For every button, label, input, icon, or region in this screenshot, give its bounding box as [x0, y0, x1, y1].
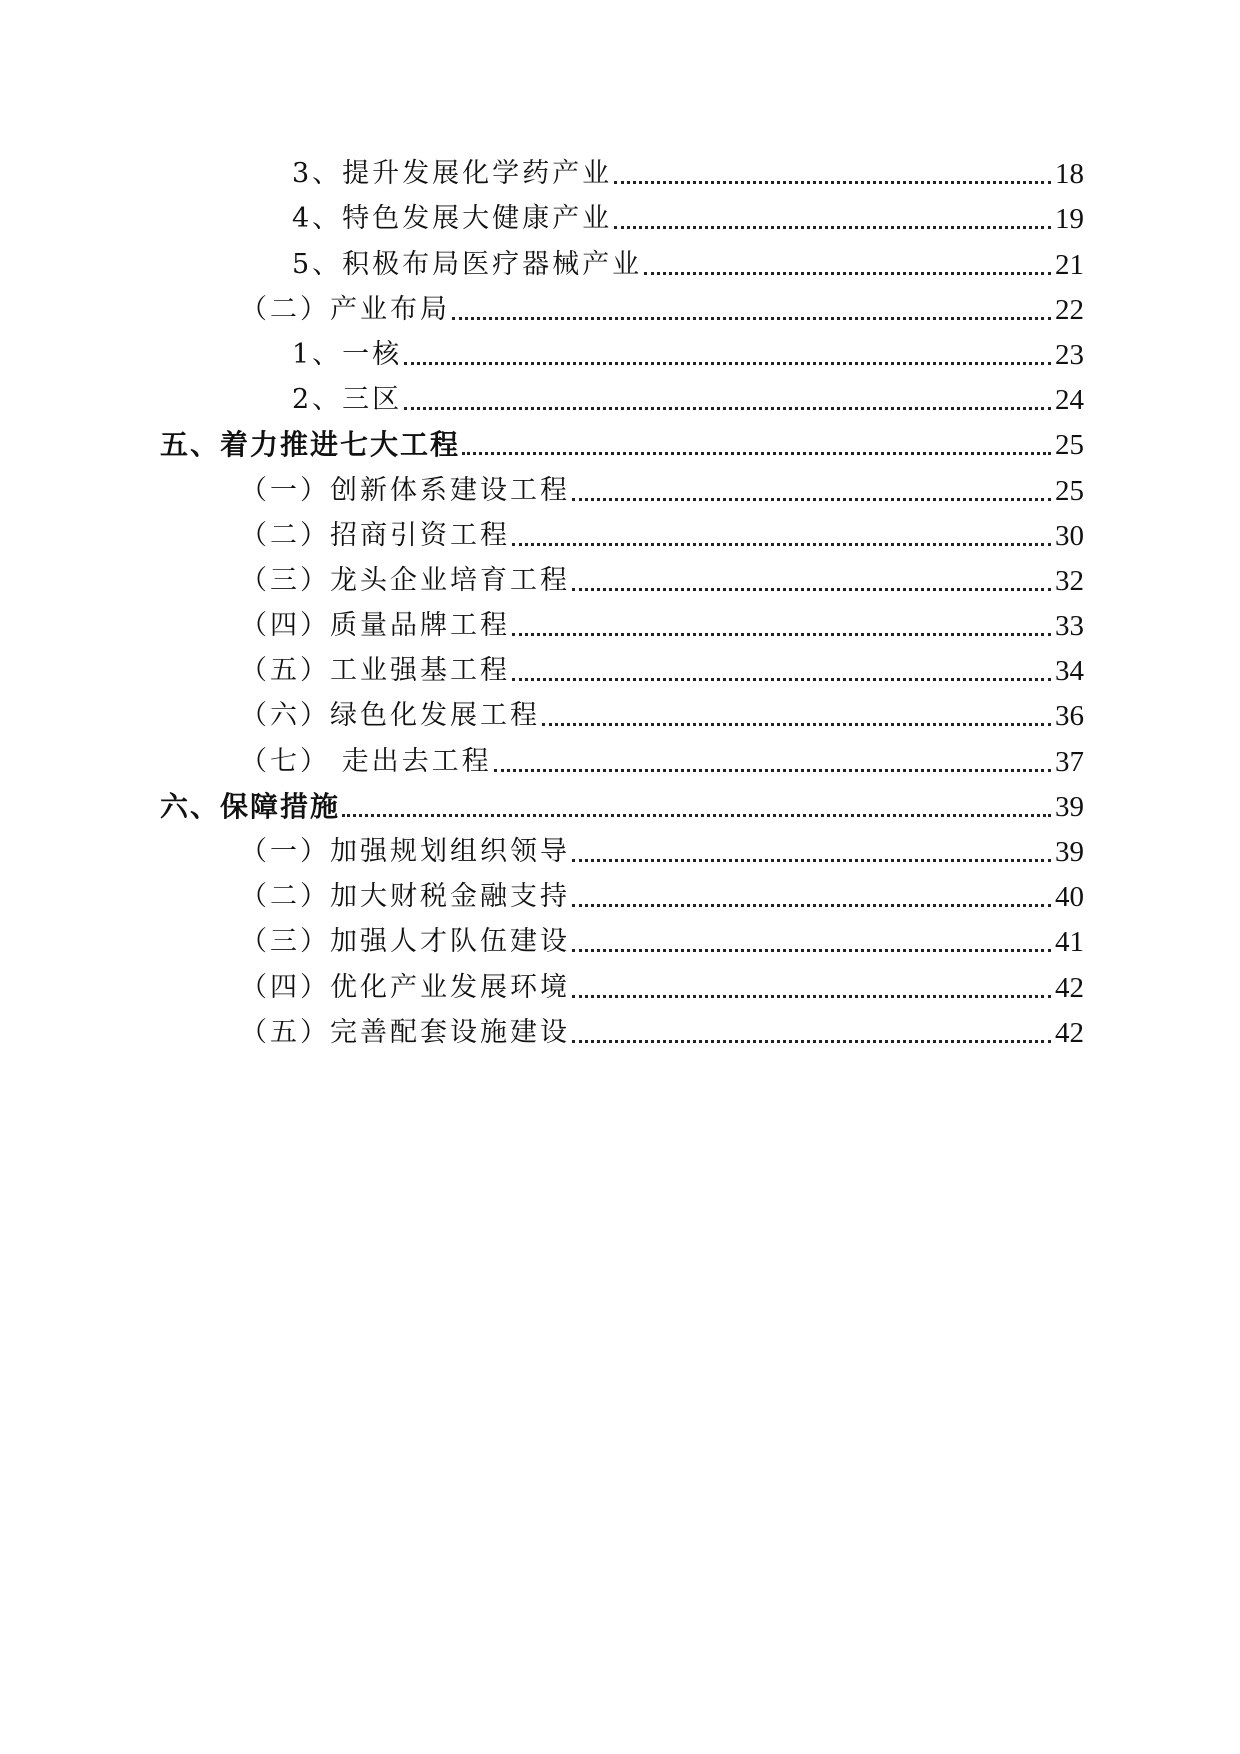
dot-leader	[644, 271, 1051, 275]
toc-entry-title: （一）创新体系建设工程	[240, 474, 570, 506]
dot-leader	[404, 406, 1051, 410]
toc-entry-page: 30	[1055, 519, 1084, 552]
dot-leader	[572, 587, 1051, 591]
toc-entry-page: 23	[1055, 338, 1084, 371]
dot-leader	[614, 225, 1051, 229]
toc-entry[interactable]	[0, 783, 1240, 828]
toc-entry-page: 39	[1055, 836, 1084, 868]
toc-entry-page: 37	[1055, 745, 1084, 778]
toc-entry-title: 五、着力推进七大工程	[160, 428, 461, 462]
dot-leader	[572, 497, 1051, 501]
toc-entry-title: 1、一核	[292, 338, 403, 370]
toc-entry[interactable]	[0, 737, 1240, 782]
toc-entry-title: （七） 走出去工程	[240, 745, 492, 777]
toc-entry-page: 19	[1055, 203, 1084, 236]
toc-entry-page: 32	[1055, 564, 1084, 597]
toc-entry[interactable]	[0, 647, 1240, 692]
dot-leader	[572, 858, 1051, 862]
toc-entry-title: 5、积极布局医疗器械产业	[292, 248, 643, 280]
dot-leader	[512, 542, 1051, 546]
toc-entry[interactable]	[0, 240, 1240, 285]
toc-entry-title: （三）加强人才队伍建设	[240, 926, 570, 958]
toc-entry-title: （二）加大财税金融支持	[240, 881, 570, 913]
toc-entry-title: 3、提升发展化学药产业	[292, 158, 613, 190]
toc-entry-title: （五）完善配套设施建设	[240, 1016, 570, 1048]
toc-entry-title: （三）龙头企业培育工程	[240, 564, 570, 596]
toc-entry-page: 42	[1055, 1016, 1084, 1049]
toc-entry[interactable]	[0, 918, 1240, 963]
toc-entry-page: 25	[1055, 429, 1084, 462]
toc-entry[interactable]	[0, 421, 1240, 466]
toc-entry-page: 25	[1055, 474, 1084, 507]
dot-leader	[452, 316, 1051, 320]
toc-entry-page: 33	[1055, 610, 1084, 643]
toc-entry-page: 39	[1055, 790, 1084, 823]
toc-entry[interactable]	[0, 557, 1240, 602]
toc-entry[interactable]	[0, 1009, 1240, 1054]
dot-leader	[572, 994, 1051, 998]
toc-entry-page: 22	[1055, 293, 1084, 326]
toc-entry[interactable]	[0, 828, 1240, 873]
toc-entry-title: （四）质量品牌工程	[240, 610, 510, 642]
toc-entry-page: 41	[1055, 926, 1084, 959]
toc-entry[interactable]	[0, 692, 1240, 737]
toc-entry-page: 21	[1055, 248, 1084, 281]
toc-entry-title: 4、特色发展大健康产业	[292, 203, 613, 235]
toc-entry-page: 40	[1055, 881, 1084, 914]
dot-leader	[342, 813, 1051, 817]
toc-entry-title: （五）工业强基工程	[240, 655, 510, 687]
toc-entry[interactable]	[0, 150, 1240, 195]
toc-entry[interactable]	[0, 512, 1240, 557]
toc-entry[interactable]	[0, 466, 1240, 511]
toc-entry-title: （二）招商引资工程	[240, 519, 510, 551]
dot-leader	[494, 768, 1051, 772]
toc-entry[interactable]	[0, 195, 1240, 240]
toc-entry[interactable]	[0, 331, 1240, 376]
dot-leader	[404, 361, 1051, 365]
dot-leader	[572, 1039, 1051, 1043]
table-of-contents	[0, 150, 1240, 1054]
dot-leader	[572, 948, 1051, 952]
toc-entry-page: 36	[1055, 700, 1084, 733]
toc-entry-title: （四）优化产业发展环境	[240, 971, 570, 1003]
toc-entry-title: （二）产业布局	[240, 293, 450, 325]
toc-entry-title: （六）绿色化发展工程	[240, 700, 540, 732]
toc-entry-page: 18	[1055, 158, 1084, 191]
toc-entry[interactable]	[0, 376, 1240, 421]
toc-entry[interactable]	[0, 963, 1240, 1008]
dot-leader	[614, 180, 1051, 184]
dot-leader	[542, 722, 1051, 726]
toc-entry-title: 六、保障措施	[160, 789, 341, 823]
toc-entry-page: 34	[1055, 655, 1084, 688]
toc-entry-title: 2、三区	[292, 384, 403, 416]
dot-leader	[572, 903, 1051, 907]
toc-entry-page: 42	[1055, 971, 1084, 1004]
toc-entry[interactable]	[0, 286, 1240, 331]
toc-entry[interactable]	[0, 602, 1240, 647]
toc-entry-title: （一）加强规划组织领导	[240, 836, 570, 867]
dot-leader	[462, 451, 1051, 455]
toc-entry-page: 24	[1055, 384, 1084, 417]
dot-leader	[512, 677, 1051, 681]
dot-leader	[512, 632, 1051, 636]
toc-entry[interactable]	[0, 873, 1240, 918]
